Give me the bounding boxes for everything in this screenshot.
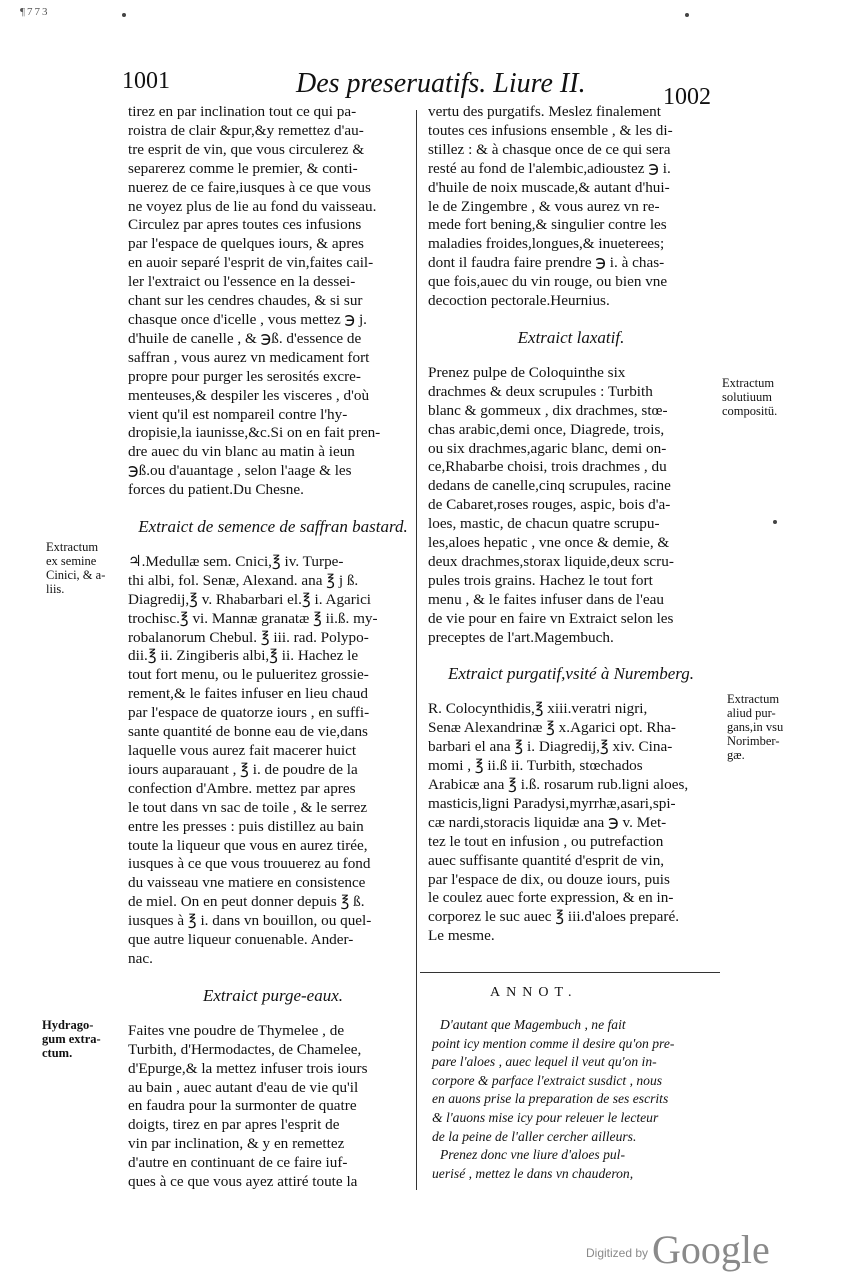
text-line: iusques à ℥ i. dans vn bouillon, ou quel- [128,912,372,930]
right-intro-paragraph [428,103,714,311]
text-line: drachmes & deux scrupules : Turbith [428,382,653,400]
text-line: les,aloes hepatic , vne once & demie, & [428,534,670,552]
text-line: que fois,auec du vin rouge, ou bien vne [428,273,668,291]
top-margin-marks: ¶773 [20,6,50,18]
text-line: nac. [128,949,153,967]
text-line: vin par inclination, & y en remettez [128,1135,345,1153]
margin-note-hydragogum [42,1018,101,1060]
right-page-number: 1002 [663,84,711,110]
section-heading-purge-eaux: Extraict purge-eaux. [202,985,344,1005]
margin-note-laxatif [722,376,777,418]
margin-note-line: gum extra- [42,1032,101,1046]
text-line: de la peine de l'aller cercher ailleurs. [432,1128,637,1144]
left-intro-paragraph [128,103,418,500]
margin-note-line: aliud pur- [727,706,776,720]
text-line: Senæ Alexandrinæ ℥ x.Agarici opt. Rha- [428,719,676,737]
text-line: dii.℥ ii. Zingiberis albi,℥ ii. Hachez le [128,647,359,665]
text-line: sante quantité de bonne eau de vie,dans [128,723,368,741]
annotation-paragraph [432,1016,714,1183]
section-heading-nuremberg: Extraict purgatif,vsité à Nuremberg. [448,664,694,684]
text-line: blanc & gommeux , dix drachmes, stœ- [428,401,668,419]
text-line: uerisé , mettez le dans vn chauderon, [432,1165,634,1181]
watermark-prefix: Digitized by [586,1246,649,1260]
text-line: que autre liqueur conuenable. Ander- [128,931,354,949]
text-line: Circulez par apres toutes ces infusions [128,216,362,234]
text-line: & l'auons mise icy pour releuer le lecteur [432,1109,659,1125]
text-line: toute la liqueur que vous en aurez tirée, [128,836,368,854]
text-line: Faites vne poudre de Thymelee , de [128,1021,345,1039]
text-line: de miel. On en peut donner depuis ℥ ß. [128,893,365,911]
purge-eaux-paragraph [128,1022,418,1192]
text-line: chas arabic,demi once, Diagrede, trois, [428,420,665,438]
text-line: auec suffisante quantité d'esprit de vin, [428,851,665,869]
text-line: momi , ℥ ii.ß ii. Turbith, stœchados [428,757,643,775]
text-line: rement,& le faites infuser en lieu chaud [128,685,368,703]
text-line: corporez le suc auec ℥ iii.d'aloes preparé. [428,908,680,926]
text-line: en faudra pour la surmonter de quatre [128,1097,357,1115]
margin-note-line: gæ. [727,748,745,762]
text-line: chasque once d'icelle , vous mettez ℈ j. [128,310,367,328]
text-line: d'autre en continuant de ce faire iuf- [128,1154,348,1172]
margin-note-saffron [46,540,105,596]
margin-note-line: Extractum [722,376,775,390]
text-line: D'autant que Magembuch , ne fait [440,1017,626,1032]
text-line: en auoir separé l'esprit de vin,faites cail- [128,254,374,272]
text-line: tre esprit de vin, que vous circulerez & [128,140,365,158]
text-line: de Cabaret,roses rouges, aspic, bois d'a- [428,496,671,514]
text-line: saffran , vous aurez vn medicament fort [128,348,370,366]
text-line: au bain , auec autant d'eau de vie qu'il [128,1078,359,1096]
text-line: forces du patient.Du Chesne. [128,481,304,499]
annotation-title: ANNOT. [490,985,578,1000]
text-line: le coulez auec forte expression, & en in- [428,889,674,907]
text-line: par l'espace de quatorze iours , en suffi- [128,704,370,722]
text-line: ne voyez plus de lie au fond du vaisseau. [128,197,377,215]
text-line: Prenez pulpe de Coloquinthe six [428,363,626,381]
margin-note-line: liis. [46,582,65,596]
ink-speck [685,13,689,17]
text-line: en auons prise la preparation de ses escrits [432,1091,669,1107]
saffron-recipe-paragraph [128,553,418,969]
text-line: ♃.Medullæ sem. Cnici,℥ iv. Turpe- [128,552,344,570]
text-line: tirez en par inclination tout ce qui pa- [128,103,357,120]
section-heading-saffron: Extraict de semence de saffran bastard. [138,517,408,537]
text-line: ler l'extraict ou l'essence en la dessei- [128,273,356,291]
text-line: doigts, tirez en par apres l'esprit de [128,1116,340,1134]
left-page-number: 1001 [122,68,170,94]
text-line: toutes ces infusions ensemble , & les di- [428,121,673,139]
annotation-rule [420,972,720,973]
text-line: robalanorum Chebul. ℥ iii. rad. Polypo- [128,628,369,646]
right-column [428,103,714,946]
text-line: cæ nardi,storacis liquidæ ana ℈ v. Met- [428,813,667,831]
text-line: separerez comme le premier, & conti- [128,159,358,177]
text-line: dre auec du vin blanc au matin à ieun [128,443,355,461]
margin-note-line: gans,in vsu [727,720,784,734]
text-line: trochisc.℥ vi. Mannæ granatæ ℥ ii.ß. my- [128,609,378,627]
text-line: resté au fond de l'alembic,adioustez ℈ i. [428,159,671,177]
text-line: d'huile de canelle , & ℈ß. d'essence de [128,329,362,347]
margin-note-line: Cinici, & a- [46,568,106,582]
text-line: tout fort menu, ou le pulueritez grossie- [128,666,369,684]
text-line: corpore & parface l'extraict susdict , nous [432,1072,663,1088]
ink-speck [122,13,126,17]
text-line: Le mesme. [428,927,495,945]
text-line: roistra de clair &pur,&y remettez d'au- [128,121,364,139]
margin-note-line: compositü. [722,404,778,418]
text-line: ou six drachmes,agaric blanc, demi on- [428,439,667,457]
text-line: nuerez de ce faire,iusques à ce que vous [128,178,371,196]
text-line: ce,Rhabarbe choisi, trois drachmes , du [428,458,667,476]
margin-note-line: solutiuum [722,390,773,404]
section-heading-laxatif: Extraict laxatif. [517,327,625,347]
text-line: ques à ce que vous ayez attiré toute la [128,1173,358,1191]
margin-note-nuremberg [727,692,783,762]
text-line: pare l'aloes , auec lequel il veut qu'on in- [432,1054,657,1070]
margin-note-line: Extractum [727,692,780,706]
text-line: de vie pour en faire vn Extraict selon les [428,609,674,627]
margin-note-line: Hydrago- [42,1018,94,1032]
text-line: maladies froides,longues,& inueterees; [428,235,665,253]
text-line: menteuses,& despiler les visceres , d'où [128,386,370,404]
text-line: deux drachmes,storax liquide,deux scru- [428,552,674,570]
text-line: confection d'Ambre. mettez par apres [128,779,356,797]
text-line: tez le tout en infusion , ou putrefaction [428,832,664,850]
google-logo: Google [652,1227,770,1272]
text-line: vient qu'il est nompareil contre l'hy- [128,405,348,423]
margin-note-line: ex semine [46,554,97,568]
text-line: par l'espace de quelques iours, & apres [128,235,364,253]
text-line: du vaisseau vne matiere en consistence [128,874,366,892]
google-watermark [586,1226,770,1273]
text-line: Diagredij,℥ v. Rhabarbari el.℥ i. Agarici [128,590,372,608]
text-line: Turbith, d'Hermodactes, de Chamelee, [128,1040,362,1058]
text-line: loes, mastic, de chacun quatre scrupu- [428,515,660,533]
text-line: le tout dans vn sac de toile , & le serrez [128,798,368,816]
text-line: iusques à ce que vous trouuerez au fond [128,855,371,873]
text-line: preceptes de l'art.Magembuch. [428,628,614,646]
text-line: laquelle vous aurez fait macerer huict [128,742,357,759]
text-line: Prenez donc vne liure d'aloes pul- [440,1147,625,1163]
text-line: chant sur les cendres chaudes, & si sur [128,292,363,310]
ink-speck [773,520,777,524]
margin-note-line: Extractum [46,540,99,554]
margin-note-line: Norimber- [727,734,780,748]
text-line: dont il faudra faire prendre ℈ i. à chas- [428,254,665,272]
text-line: barbari el ana ℥ i. Diagredij,℥ xiv. Cina- [428,738,673,756]
text-line: pules trois grains. Hachez le tout fort [428,571,653,589]
left-column [128,103,418,1192]
text-line: R. Colocynthidis,℥ xiii.veratri nigri, [428,700,648,718]
text-line: mede fort bening,& singulier contre les [428,216,667,234]
text-line: d'huile de noix muscade,& autant d'hui- [428,178,670,196]
text-line: dedans de canelle,cinq scrupules, racine [428,477,671,495]
text-line: thi albi, fol. Senæ, Alexand. ana ℥ j ß. [128,571,359,589]
text-line: propre pour purger les serosités excre- [128,367,361,385]
laxatif-paragraph [428,364,714,648]
text-line: point icy mention comme il desire qu'on pre- [432,1035,675,1051]
text-line: le de Zingembre , & vous aurez vn re- [428,197,660,215]
text-line: decoction pectorale.Heurnius. [428,292,610,310]
text-line: vertu des purgatifs. Meslez finalement [428,103,661,120]
text-line: par l'espace de dix, ou douze iours, puis [428,870,670,888]
running-title: Des preseruatifs. Liure II. [296,68,586,99]
text-line: dropisie,la iaunisse,&c.Si on en fait pren- [128,424,381,442]
text-line: d'Epurge,& la mettez infuser trois iours [128,1059,368,1077]
text-line: menu , & le faites infuser dans de l'eau [428,590,664,608]
text-line: stillez : & à chasque once de ce qui sera [428,140,671,158]
text-line: Arabicæ ana ℥ i.ß. rosarum rub.ligni aloes, [428,776,689,793]
text-line: masticis,ligni Paradysi,myrrhæ,asari,spi- [428,794,676,812]
margin-note-line: ctum. [42,1046,73,1060]
nuremberg-paragraph [428,700,714,946]
text-line: ℈ß.ou d'auantage , selon l'aage & les [128,462,352,480]
text-line: iours auparauant , ℥ i. de poudre de la [128,760,358,778]
text-line: entre les presses : puis distillez au bain [128,817,364,835]
